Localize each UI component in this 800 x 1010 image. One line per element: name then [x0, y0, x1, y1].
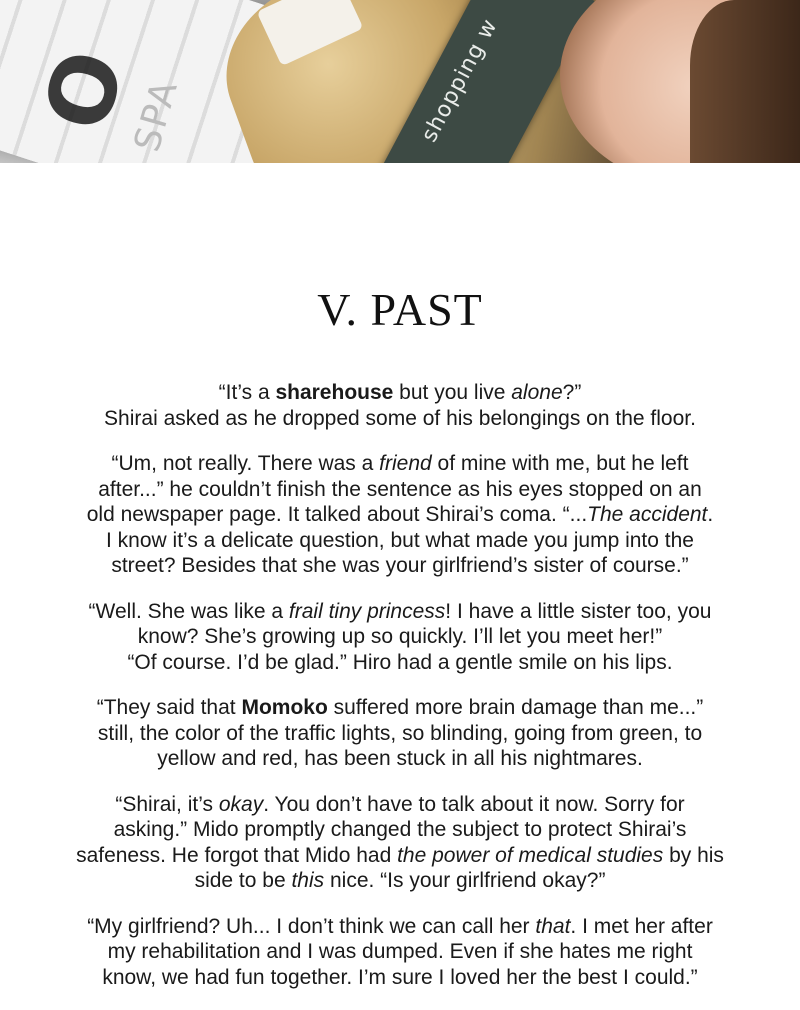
- text-run: ! I have a little sister too, you: [445, 599, 712, 623]
- text-run: . I met her after: [570, 914, 713, 938]
- story-paragraph: [30, 380, 770, 431]
- text-run: old newspaper page. It talked about Shirai’s coma. “...: [86, 503, 588, 526]
- text-run: “My girlfriend? Uh... I don’t think we can call her: [87, 914, 536, 938]
- italic-text: alone: [511, 381, 563, 404]
- text-run: side to be: [194, 869, 292, 892]
- text-run: “Well. She was like a: [88, 599, 289, 623]
- story-paragraph: [30, 599, 770, 676]
- bold-text: Momoko: [241, 696, 328, 719]
- text-run: . You don’t have to talk about it now. Sorry for: [263, 792, 685, 816]
- story-paragraph: [30, 914, 770, 991]
- italic-text: friend: [379, 452, 432, 475]
- text-run: of mine with me, but he left: [431, 452, 689, 475]
- text-run: asking.” Mido promptly changed the subject to protect Shirai’s: [113, 818, 687, 841]
- text-run: I know it’s a delicate question, but what made you jump into the: [106, 528, 694, 552]
- italic-text: this: [291, 869, 325, 892]
- text-run: “Um, not really. There was a: [111, 452, 380, 475]
- text-run: .: [707, 503, 714, 526]
- text-run: know, we had fun together. I’m sure I loved her the best I could.”: [102, 965, 698, 989]
- text-run: street? Besides that she was your girlfriend’s sister of course.”: [111, 554, 689, 577]
- phone-screen-text: shopping w: [416, 14, 503, 147]
- text-run: nice. “Is your girlfriend okay?”: [324, 869, 606, 892]
- chapter-title: V. PAST: [317, 284, 483, 335]
- text-run: “Of course. I’d be glad.” Hiro had a gentle smile on his lips.: [127, 650, 673, 674]
- italic-text: the power of medical studies: [397, 843, 664, 867]
- illustration-banner: [0, 0, 800, 163]
- newspaper-headline: O: [23, 43, 145, 142]
- bold-text: sharehouse: [275, 381, 394, 404]
- character-hair: [690, 0, 800, 163]
- italic-text: The accident: [587, 503, 708, 526]
- text-run: still, the color of the traffic lights, so blinding, going from green, to: [97, 721, 703, 745]
- italic-text: that: [535, 914, 571, 938]
- text-run: know? She’s growing up so quickly. I’ll let you meet her!”: [137, 625, 663, 648]
- story-text: [30, 380, 770, 1010]
- text-run: but you live: [393, 381, 512, 404]
- text-run: my rehabilitation and I was dumped. Even if she hates me right: [107, 940, 693, 963]
- text-run: by his: [663, 843, 724, 867]
- text-run: “They said that: [96, 696, 242, 719]
- story-paragraph: [30, 792, 770, 894]
- text-run: ?”: [562, 381, 582, 404]
- story-paragraph: [30, 451, 770, 579]
- text-run: yellow and red, has been stuck in all his nightmares.: [157, 747, 643, 770]
- story-paragraph: [30, 695, 770, 772]
- text-run: “It’s a: [218, 381, 276, 404]
- italic-text: frail tiny princess: [288, 599, 446, 623]
- text-run: after...” he couldn’t finish the sentence as his eyes stopped on an: [98, 477, 702, 501]
- text-run: suffered more brain damage than me...”: [327, 696, 704, 719]
- text-run: safeness. He forgot that Mido had: [76, 843, 398, 867]
- newspaper-subtext: SPA: [126, 74, 187, 157]
- text-run: “Shirai, it’s: [115, 792, 219, 816]
- text-run: Shirai asked as he dropped some of his belongings on the floor.: [104, 406, 696, 430]
- italic-text: okay: [218, 792, 264, 816]
